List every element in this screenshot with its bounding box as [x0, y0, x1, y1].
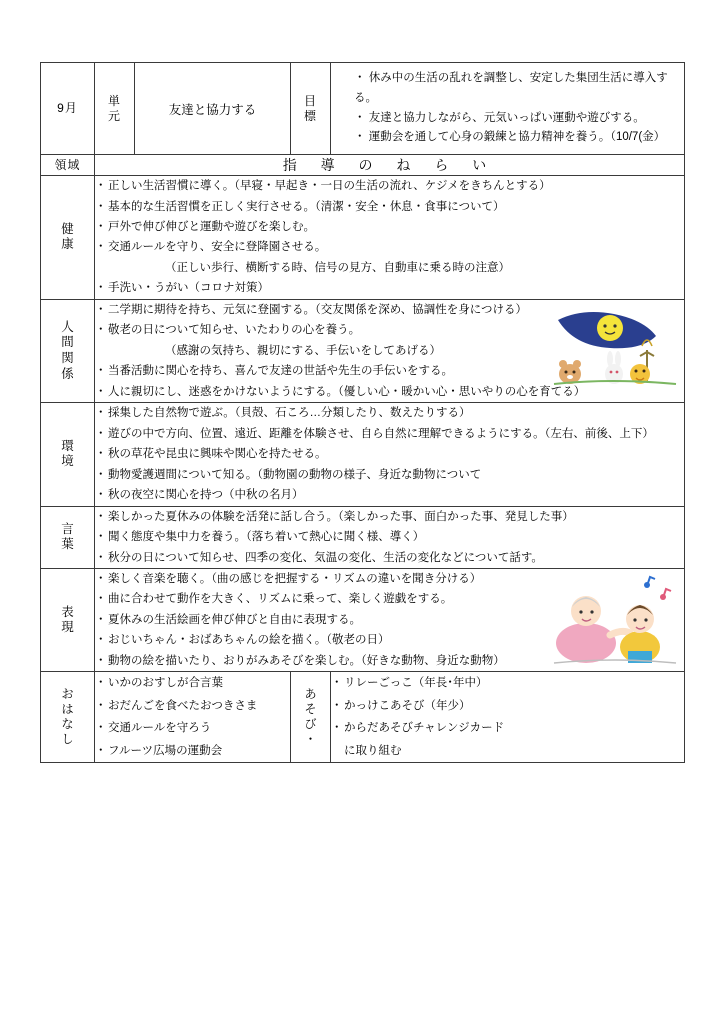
- area-header-cell: 領域: [41, 155, 95, 176]
- content-health: [95, 176, 685, 300]
- content-item: ・ 正しい生活習慣に導く。（早寝・早起き・一日の生活の流れ、ケジメをきちんとする）: [95, 176, 684, 196]
- area-label-language: 言 葉: [41, 506, 95, 568]
- month-cell: [41, 63, 95, 155]
- content-item: ・ 曲に合わせて動作を大きく、リズムに乗って、楽しく遊戯をする。: [95, 589, 684, 609]
- physical-item: ・ リレーごっこ（年長･年中）: [331, 672, 684, 694]
- content-expression: [95, 568, 685, 671]
- physical-item: ・ かっけこあそび（年少）: [331, 695, 684, 717]
- physical-item: ・ からだあそびチャレンジカード: [331, 717, 684, 739]
- content-subitem: （感謝の気持ち、親切にする、手伝いをしてあげる）: [165, 344, 441, 357]
- header-row: [41, 63, 685, 155]
- story-label: お は な し: [41, 672, 95, 763]
- story-item: ・ 交通ルールを守ろう: [95, 717, 290, 739]
- row-relations: [41, 299, 685, 402]
- story-item: ・ おだんごを食べたおつきさま: [95, 695, 290, 717]
- content-item: ・ 楽しく音楽を聴く。（曲の感じを把握する・リズムの違いを聞き分ける）: [95, 569, 684, 589]
- unit-label-char-2: 元: [107, 108, 121, 123]
- content-item: ・ 秋の草花や昆虫に興味や関心を持たせる。: [95, 444, 684, 464]
- physical-item-cont: に取り組む: [344, 744, 402, 757]
- unit-value-cell: 友達と協力する: [135, 63, 291, 155]
- row-language: [41, 506, 685, 568]
- content-item: ・ 動物愛護週間について知る。（動物園の動物の様子、身近な動物について: [95, 465, 684, 485]
- goal-item: ・ 運動会を通して心身の鍛練と協力精神を養う。（10/7(金）: [354, 131, 666, 144]
- unit-label-char-1: 単: [107, 93, 121, 108]
- row-bottom: [41, 672, 685, 763]
- goal-label-char-1: 目: [303, 93, 317, 108]
- content-relations: [95, 299, 685, 402]
- content-item: ・ 聞く態度や集中力を養う。（落ち着いて熱心に聞く様、導く）: [95, 527, 684, 547]
- unit-label-cell: [95, 63, 135, 155]
- area-label-relations: 人 間 関 係: [41, 299, 95, 402]
- story-list: [95, 672, 291, 763]
- story-item: ・ いかのおすしが合言葉: [95, 672, 290, 694]
- month-label: 9月: [57, 101, 78, 116]
- story-item: ・ フルーツ広場の運動会: [95, 740, 290, 762]
- goal-item: ・ 友達と協力しながら、元気いっぱい運動や遊びする。: [354, 111, 645, 124]
- content-item: ・ おじいちゃん・おばあちゃんの絵を描く。（敬老の日）: [95, 630, 684, 650]
- content-item: ・ 手洗い・うがい（コロナ対策）: [95, 278, 684, 298]
- content-item: ・ 基本的な生活習慣を正しく実行させる。（清潔・安全・休息・食事について）: [95, 197, 684, 217]
- goal-label-char-2: 標: [303, 108, 317, 123]
- section-title: 指 導 の ね ら い: [95, 155, 685, 176]
- content-item: ・ 秋分の日について知らせ、四季の変化、気温の変化、生活の変化などについて話す。: [95, 548, 684, 568]
- area-label-expression: 表 現: [41, 568, 95, 671]
- content-item: ・ 戸外で伸び伸びと運動や遊びを楽しむ。: [95, 217, 684, 237]
- goal-cell: [331, 63, 685, 155]
- content-language: [95, 506, 685, 568]
- physical-list: [331, 672, 685, 763]
- row-health: [41, 176, 685, 300]
- content-item: ・ 当番活動に関心を持ち、喜んで友達の世話や先生の手伝いをする。: [95, 361, 684, 381]
- content-item: ・ 夏休みの生活絵画を伸び伸びと自由に表現する。: [95, 610, 684, 630]
- content-item: ・ 動物の絵を描いたり、おりがみあそびを楽しむ。（好きな動物、身近な動物）: [95, 651, 684, 671]
- area-label-health: 健 康: [41, 176, 95, 300]
- plan-table: [40, 62, 685, 763]
- goal-item: ・ 休み中の生活の乱れを調整し、安定した集団生活に導入する。: [354, 72, 668, 104]
- content-item: ・ 二学期に期待を持ち、元気に登園する。（交友関係を深め、協調性を身につける）: [95, 300, 684, 320]
- row-environment: [41, 403, 685, 506]
- content-subitem: （正しい歩行、横断する時、信号の見方、自動車に乗る時の注意）: [165, 261, 510, 274]
- content-environment: [95, 403, 685, 506]
- content-item: ・ 交通ルールを守り、安全に登降園させる。: [95, 237, 684, 257]
- goal-label-cell: [291, 63, 331, 155]
- content-item: ・ 遊びの中で方向、位置、遠近、距離を体験させ、自ら自然に理解できるようにする。（左右、前後、上下）: [95, 424, 684, 444]
- lesson-plan-sheet: [40, 62, 684, 930]
- content-item: ・ 楽しかった夏休みの体験を活発に話し合う。（楽しかった事、面白かった事、発見した事）: [95, 507, 684, 527]
- section-title-row: [41, 155, 685, 176]
- content-item: ・ 人に親切にし、迷惑をかけないようにする。（優しい心・暖かい心・思いやりの心を育てる）: [95, 382, 684, 402]
- content-item: ・ 秋の夜空に関心を持つ（中秋の名月）: [95, 485, 684, 505]
- physical-label: あ そ び ・: [291, 672, 331, 763]
- row-expression: [41, 568, 685, 671]
- content-item: ・ 敬老の日について知らせ、いたわりの心を養う。: [95, 320, 684, 340]
- area-label-environment: 環 境: [41, 403, 95, 506]
- content-item: ・ 採集した自然物で遊ぶ。（貝殻、石ころ…分類したり、数えたりする）: [95, 403, 684, 423]
